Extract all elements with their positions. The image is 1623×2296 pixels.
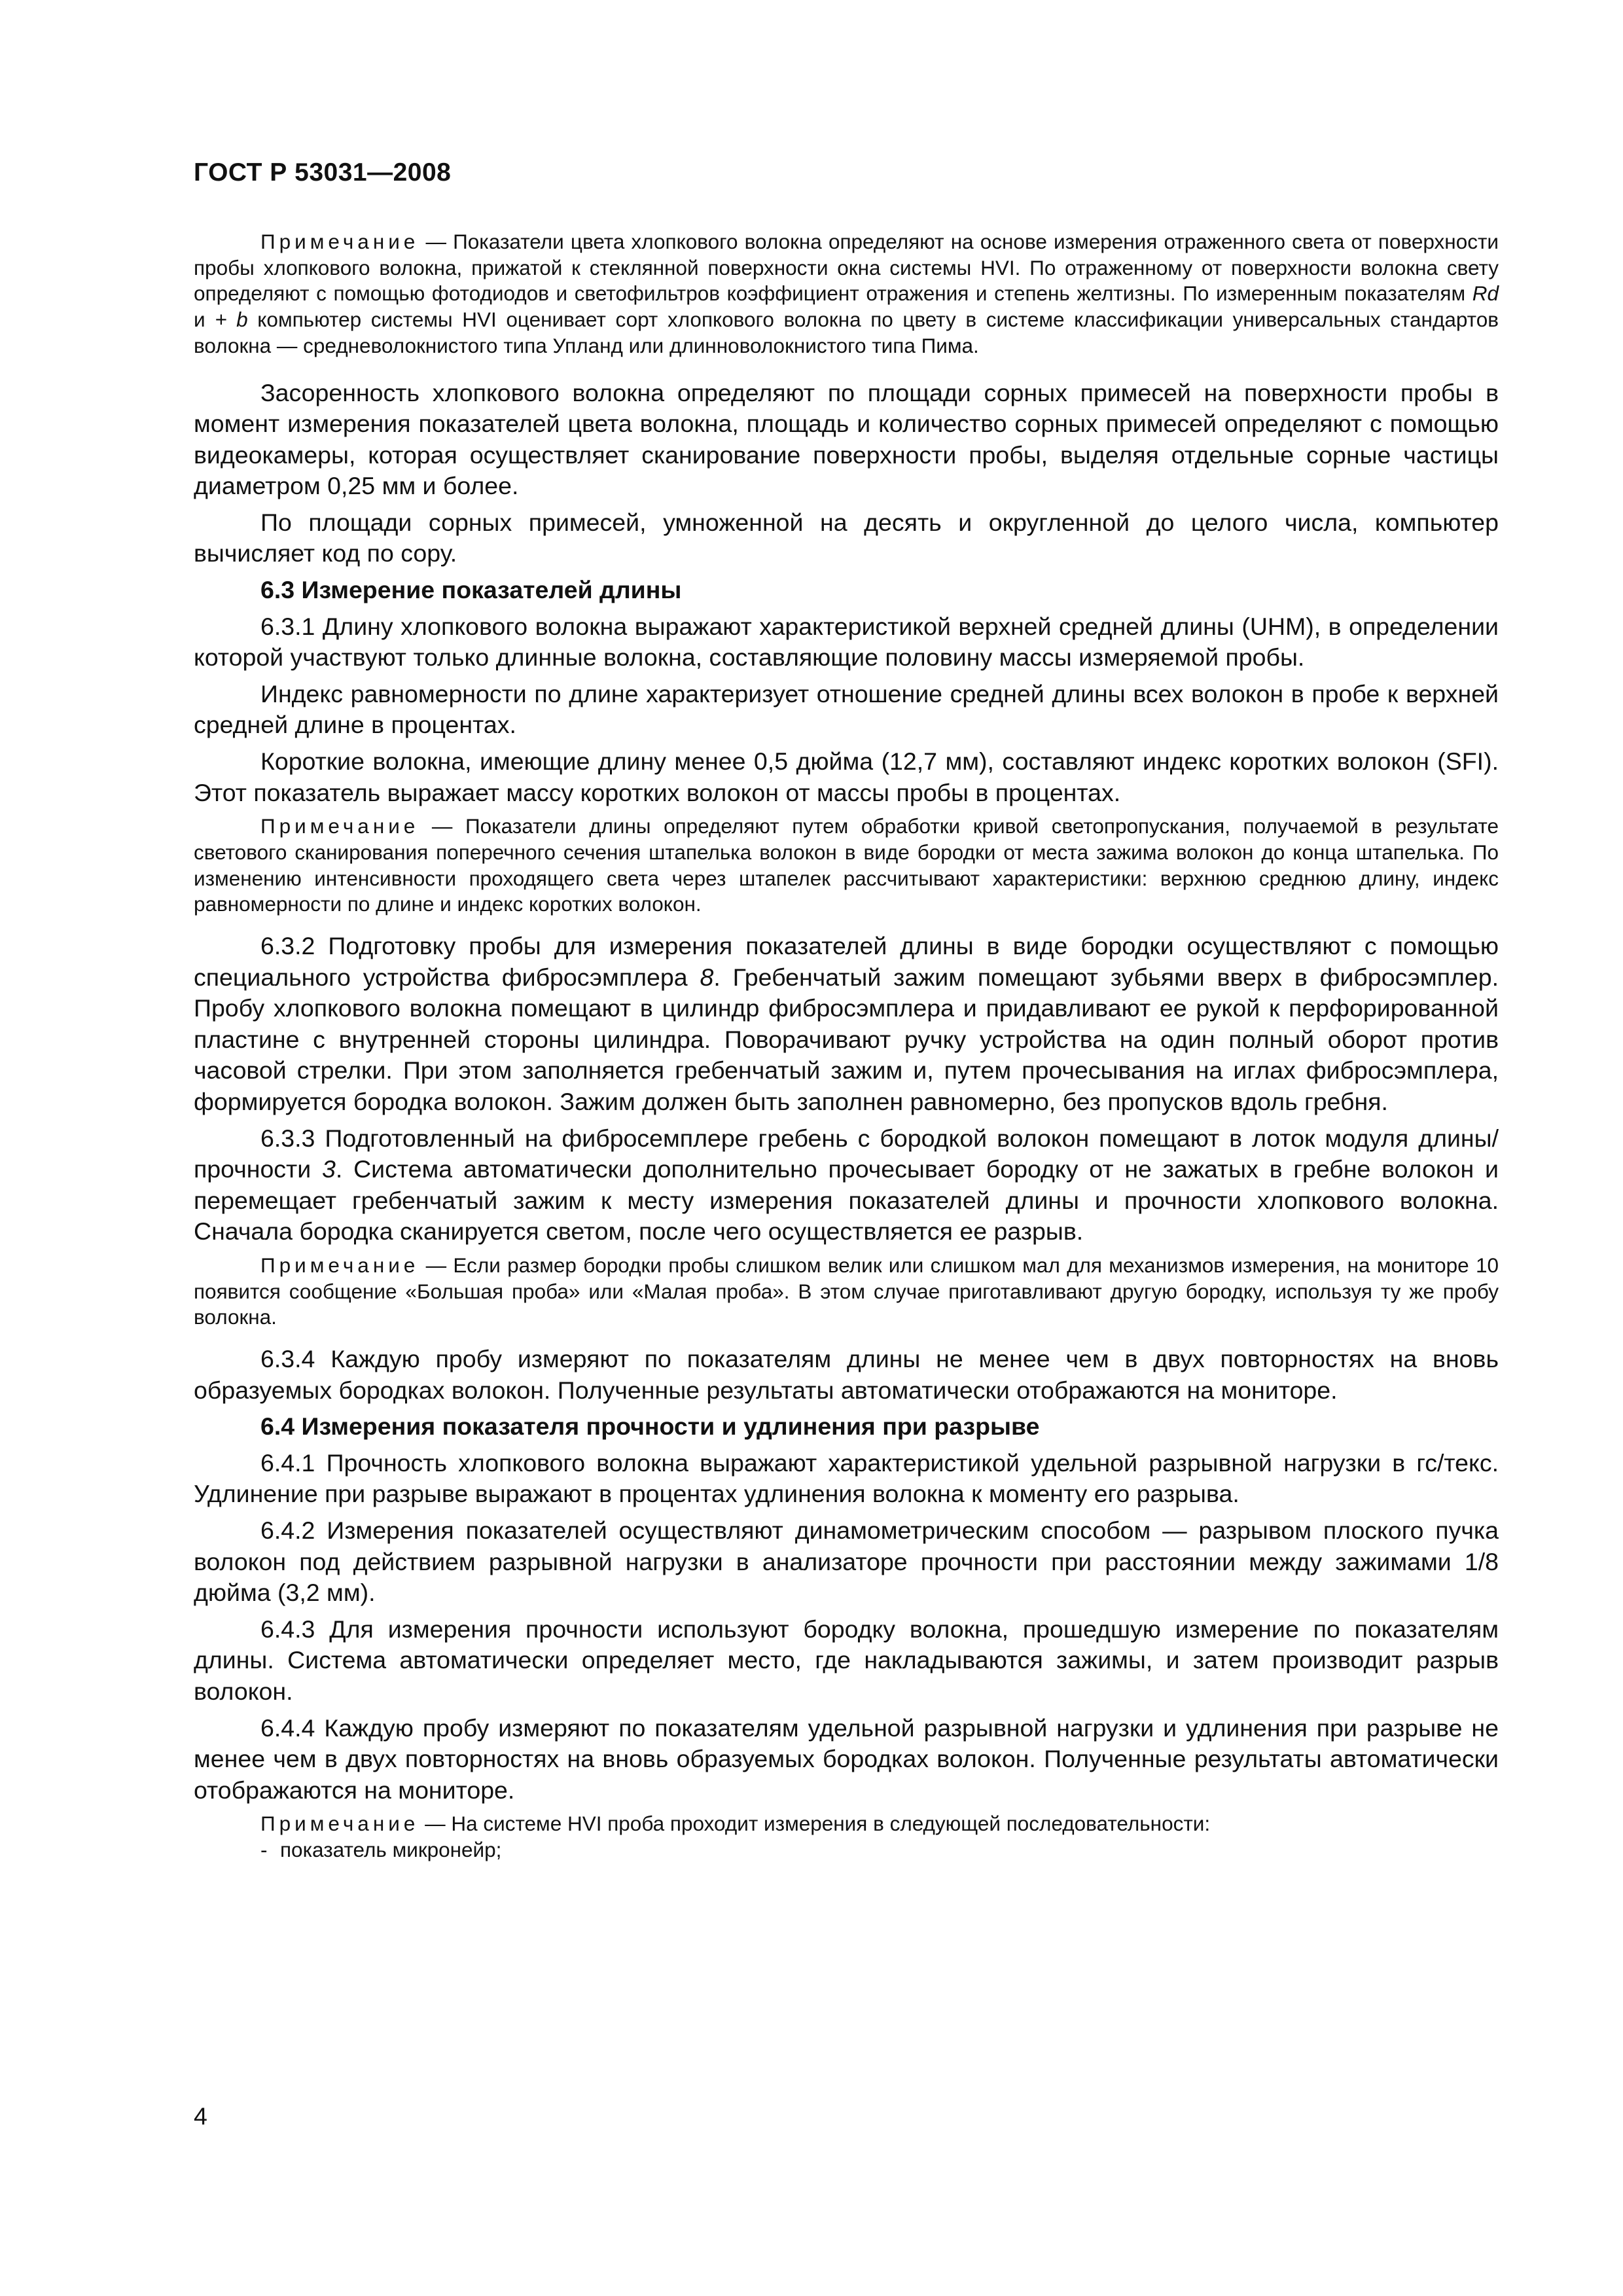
section-heading-6-3: 6.3 Измерение показателей длины bbox=[260, 576, 682, 604]
note-text: — Показатели длины определяют путем обработки кривой светопропускания, получаемой в результате светового сканирования поперечного сечения штапелька волокон в виде бородки от места зажима волокон до конца штапелька. По изменению интенсивности проходящего света через штапелек рассчитывают характеристики: верхнюю среднюю длину, индекс равномерности по длине и индекс коротких волокон. bbox=[194, 814, 1499, 916]
note-label: Примечание bbox=[260, 814, 419, 838]
note-text: — Если размер бородки пробы слишком велик или слишком мал для механизмов измерения, на мониторе 10 появится сообщение «Большая проба» или «Малая проба». В этом случае приготавливают другую бородку, используя ту же пробу волокна. bbox=[194, 1253, 1499, 1329]
note-symbol-b: + b bbox=[215, 308, 248, 332]
section-heading-6-4: 6.4 Измерения показателя прочности и удлинения при разрыве bbox=[260, 1412, 1040, 1441]
note-symbol-rd: Rd bbox=[1472, 281, 1499, 306]
note-text: — На системе HVI проба проходит измерения в следующей последовательности: bbox=[419, 1812, 1211, 1836]
note-text-part: и bbox=[194, 308, 215, 332]
paragraph-text-part: . Гребенчатый зажим помещают зубьями вверх в фибросэмплер. Пробу хлопкового волокна помещают в цилиндр фибросэмплера и придавливают ее рукой к перфорированной пластине с внутренней стороны цилиндра. Поворачивают ручку устройства на один полный оборот против часовой стрелки. При этом заполняется гребенчатый зажим и, путем прочесывания на иглах фибросэмплера, формируется бородка волокон. Зажим должен быть заполнен равномерно, без пропусков вдоль гребня. bbox=[194, 963, 1499, 1116]
page-number: 4 bbox=[194, 2102, 207, 2130]
note-length-measurement bbox=[194, 814, 1499, 918]
note-text-part: компьютер системы HVI оценивает сорт хлопкового волокна по цвету в системе классификации универсальных стандартов волокна — средневолокнистого типа Упланд или длинноволокнистого типа Пима. bbox=[194, 308, 1499, 357]
note-sample-size bbox=[194, 1253, 1499, 1331]
paragraph-trash-content: Засоренность хлопкового волокна определяют по площади сорных примесей на поверхности пробы в момент измерения показателей цвета волокна, площадь и количество сорных примесей определяют с помощью видеокамеры, которая осуществляет сканирование поверхности пробы, выделяя отдельные сорные частицы диаметром 0,25 мм и более. bbox=[194, 378, 1499, 500]
paragraph-6-3-4: 6.3.4 Каждую пробу измеряют по показателям длины не менее чем в двух повторностях на вновь образуемых бородках волокон. Полученные результаты автоматически отображаются на мониторе. bbox=[194, 1345, 1499, 1404]
paragraph-text-part: . Система автоматически дополнительно прочесывает бородку от не зажатых в гребне волокон и перемещает гребенчатый зажим к месту измерения показателей длины и прочности хлопкового волокна. Сначала бородка сканируется светом, после чего осуществляется ее разрыв. bbox=[194, 1155, 1499, 1246]
list-item-text: показатель микронейр; bbox=[280, 1838, 502, 1862]
paragraph-6-3-3 bbox=[194, 1123, 1499, 1247]
paragraph-short-fibers: Короткие волокна, имеющие длину менее 0,5 дюйма (12,7 мм), составляют индекс коротких волокон (SFI). Этот показатель выражает массу коротких волокон от массы пробы в процентах. bbox=[194, 747, 1499, 806]
note-color-measurement bbox=[194, 229, 1499, 359]
note-label: Примечание bbox=[260, 1253, 419, 1277]
document-header: ГОСТ Р 53031—2008 bbox=[194, 158, 452, 187]
reference-number: 8 bbox=[700, 963, 714, 991]
paragraph-6-4-2: 6.4.2 Измерения показателей осуществляют динамометрическим способом — разрывом плоского пучка волокон под действием разрывной нагрузки в анализаторе прочности при расстоянии между зажимами 1/8 дюйма (3,2 мм). bbox=[194, 1516, 1499, 1607]
paragraph-text-part: 6.3.2 Подготовку пробы для измерения показателей длины в виде бородки осуществляют с помощью специального устройства фибросэмплера bbox=[194, 932, 1499, 991]
paragraph-uniformity-index: Индекс равномерности по длине характеризует отношение средней длины всех волокон в пробе к верхней средней длине в процентах. bbox=[194, 679, 1499, 739]
list-item bbox=[194, 1837, 1499, 1863]
list-dash: - bbox=[260, 1838, 268, 1862]
paragraph-6-4-1: 6.4.1 Прочность хлопкового волокна выражают характеристикой удельной разрывной нагрузки в гс/текс. Удлинение при разрыве выражают в процентах удлинения волокна к моменту его разрыва. bbox=[194, 1448, 1499, 1508]
note-label: Примечание bbox=[260, 230, 419, 253]
paragraph-6-3-1: 6.3.1 Длину хлопкового волокна выражают характеристикой верхней средней длины (UHM), в определении которой участвуют только длинные волокна, составляющие половину массы измеряемой пробы. bbox=[194, 612, 1499, 672]
paragraph-6-3-2 bbox=[194, 931, 1499, 1118]
paragraph-6-4-3: 6.4.3 Для измерения прочности используют бородку волокна, прошедшую измерение по показателям длины. Система автоматически определяет место, где накладываются зажимы, и затем производит разрыв волокон. bbox=[194, 1615, 1499, 1706]
document-body bbox=[194, 229, 1499, 1863]
paragraph-trash-code: По площади сорных примесей, умноженной на десять и округленной до целого числа, компьютер вычисляет код по сору. bbox=[194, 508, 1499, 567]
note-label: Примечание bbox=[260, 1812, 419, 1836]
paragraph-6-4-4: 6.4.4 Каждую пробу измеряют по показателям удельной разрывной нагрузки и удлинения при разрыве не менее чем в двух повторностях на вновь образуемых бородках волокон. Полученные результаты автоматически отображаются на мониторе. bbox=[194, 1713, 1499, 1804]
paragraph-text-part: 6.3.3 Подготовленный на фибросемплере гребень с бородкой волокон помещают в лоток модуля длины/прочности bbox=[194, 1124, 1499, 1183]
note-text-part: — Показатели цвета хлопкового волокна определяют на основе измерения отраженного света от поверхности пробы хлопкового волокна, прижатой к стеклянной поверхности окна системы HVI. По отраженному от поверхности волокна свету определяют с помощью фотодиодов и светофильтров коэффициент отражения и степень желтизны. По измеренным показателям bbox=[194, 230, 1499, 306]
note-hvi-sequence bbox=[194, 1811, 1499, 1837]
reference-number: 3 bbox=[322, 1155, 336, 1183]
